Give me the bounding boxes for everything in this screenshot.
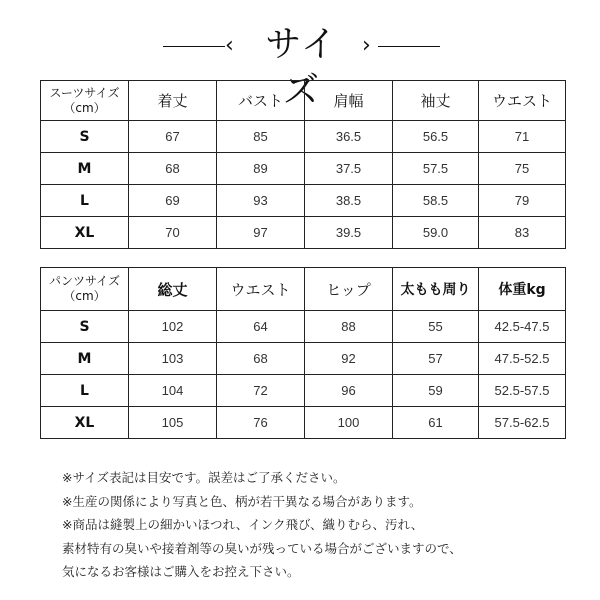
table-row — [41, 407, 566, 439]
table-cell: 42.5-47.5 — [479, 311, 566, 343]
table-cell: 52.5-57.5 — [479, 375, 566, 407]
table-cell: 103 — [129, 343, 217, 375]
size-label: L — [41, 375, 129, 407]
size-label: S — [41, 121, 129, 153]
pants-corner-unit: （cm） — [63, 289, 106, 303]
suit-header-row — [41, 81, 566, 121]
title-line-left — [163, 46, 225, 47]
table-cell: 57 — [393, 343, 479, 375]
suit-size-table — [40, 80, 566, 249]
table-cell: 102 — [129, 311, 217, 343]
table-cell: 72 — [217, 375, 305, 407]
suit-col-header: 着丈 — [129, 81, 217, 121]
table-cell: 67 — [129, 121, 217, 153]
suit-corner-unit: （cm） — [63, 100, 106, 115]
pants-col-header: 体重kg — [479, 268, 566, 311]
pants-size-table — [40, 267, 566, 439]
table-cell: 83 — [479, 217, 566, 249]
table-cell: 71 — [479, 121, 566, 153]
table-cell: 61 — [393, 407, 479, 439]
size-label: XL — [41, 407, 129, 439]
size-label: M — [41, 153, 129, 185]
pants-col-header: 太もも周り — [393, 268, 479, 311]
table-cell: 36.5 — [305, 121, 393, 153]
size-label: L — [41, 185, 129, 217]
table-cell: 105 — [129, 407, 217, 439]
table-row — [41, 185, 566, 217]
table-cell: 38.5 — [305, 185, 393, 217]
pants-corner-label: パンツサイズ — [48, 274, 121, 288]
table-row — [41, 375, 566, 407]
note-line: ※商品は縫製上の細かいほつれ、インク飛び、織りむら、汚れ、 — [62, 517, 424, 532]
table-cell: 68 — [217, 343, 305, 375]
table-cell: 58.5 — [393, 185, 479, 217]
page-title: サイズ — [265, 24, 339, 111]
table-cell: 93 — [217, 185, 305, 217]
note-line: ※サイズ表記は目安です。誤差はご了承ください。 — [62, 470, 346, 485]
suit-col-header: バスト — [217, 81, 305, 121]
table-cell: 92 — [305, 343, 393, 375]
table-cell: 57.5 — [393, 153, 479, 185]
table-cell: 89 — [217, 153, 305, 185]
table-cell: 85 — [217, 121, 305, 153]
table-row — [41, 153, 566, 185]
pants-col-header: ウエスト — [217, 268, 305, 311]
table-row — [41, 121, 566, 153]
table-cell: 100 — [305, 407, 393, 439]
table-row — [41, 217, 566, 249]
note-line: ※生産の関係により写真と色、柄が若干異なる場合があります。 — [62, 493, 422, 509]
table-row — [41, 343, 566, 375]
pants-col-header: 総丈 — [129, 268, 217, 311]
table-cell: 47.5-52.5 — [479, 343, 566, 375]
suit-col-header: 袖丈 — [393, 81, 479, 121]
table-cell: 70 — [129, 217, 217, 249]
table-cell: 59 — [393, 375, 479, 407]
pants-corner-cell — [41, 268, 129, 311]
suit-corner-label: スーツサイズ — [49, 85, 120, 100]
table-cell: 88 — [305, 311, 393, 343]
note-line: 素材特有の臭いや接着剤等の臭いが残っている場合がございますので、 — [62, 540, 462, 556]
table-cell: 104 — [129, 375, 217, 407]
chevron-right-icon: › — [362, 33, 371, 58]
table-cell: 96 — [305, 375, 393, 407]
notes-block — [62, 466, 582, 584]
table-cell: 57.5-62.5 — [479, 407, 566, 439]
pants-header-row — [41, 268, 566, 311]
table-row — [41, 311, 566, 343]
suit-corner-cell — [41, 81, 129, 121]
suit-col-header: ウエスト — [479, 81, 566, 121]
size-label: XL — [41, 217, 129, 249]
table-cell: 68 — [129, 153, 217, 185]
table-cell: 64 — [217, 311, 305, 343]
table-cell: 75 — [479, 153, 566, 185]
table-cell: 39.5 — [305, 217, 393, 249]
table-cell: 69 — [129, 185, 217, 217]
pants-col-header: ヒップ — [305, 268, 393, 311]
note-line: 気になるお客様はご購入をお控え下さい。 — [62, 564, 300, 579]
title-line-right — [378, 46, 440, 47]
size-label: S — [41, 311, 129, 343]
table-cell: 97 — [217, 217, 305, 249]
suit-col-header: 肩幅 — [305, 81, 393, 121]
table-cell: 56.5 — [393, 121, 479, 153]
table-cell: 79 — [479, 185, 566, 217]
table-cell: 55 — [393, 311, 479, 343]
table-cell: 76 — [217, 407, 305, 439]
table-cell: 37.5 — [305, 153, 393, 185]
table-cell: 59.0 — [393, 217, 479, 249]
size-label: M — [41, 343, 129, 375]
chevron-left-icon: ‹ — [225, 33, 234, 58]
